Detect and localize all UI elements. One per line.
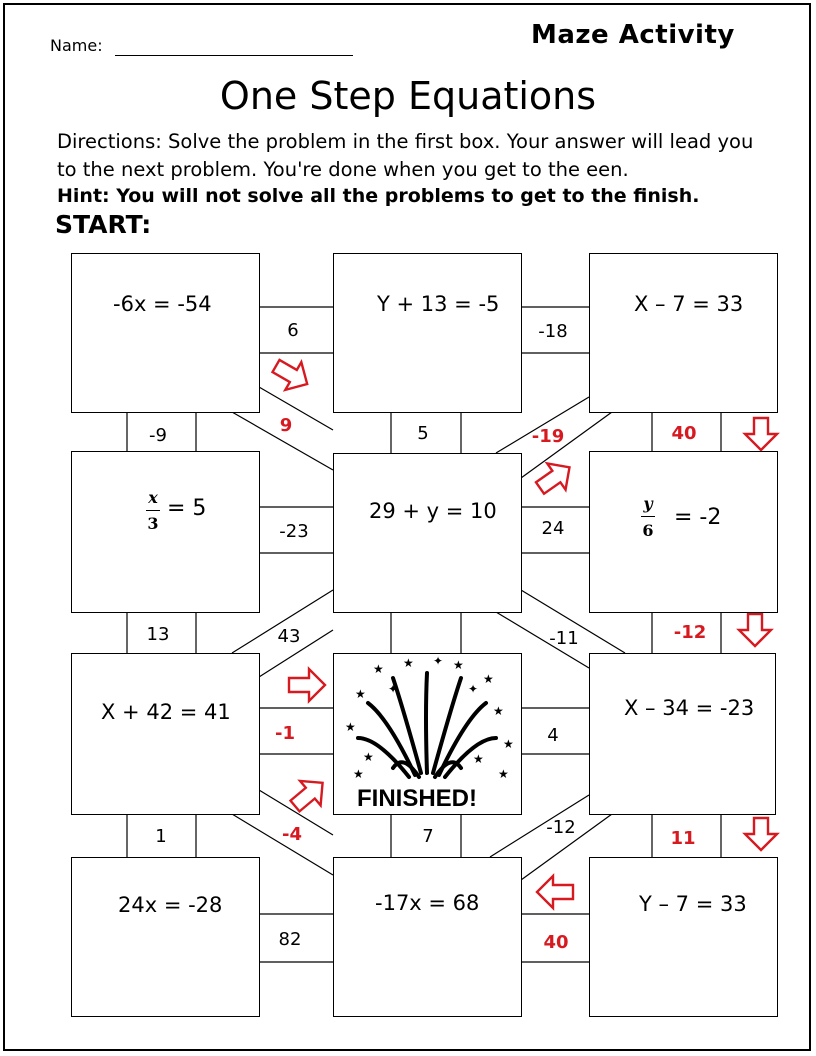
maze-box-r1c2 (333, 253, 522, 413)
svg-text:★: ★ (355, 687, 366, 701)
finished-label: FINISHED! (357, 785, 477, 812)
worksheet-title: One Step Equations (219, 74, 597, 118)
connector-label-answer: 40 (671, 423, 697, 444)
equation-r2c2: 29 + y = 10 (369, 499, 497, 523)
arrow-icon (537, 876, 573, 908)
maze-activity-label: Maze Activity (531, 20, 735, 50)
directions-text: Directions: Solve the problem in the first box. Your answer will lead you to the next problem. You're done when you get to the een. (57, 130, 754, 181)
arrow-icon (739, 614, 771, 646)
equation-r4c3: Y – 7 = 33 (639, 892, 747, 916)
fraction-bar (641, 516, 655, 517)
arrow-icon (745, 818, 777, 850)
connector-label: 43 (277, 626, 301, 647)
connector-label: 24 (541, 518, 565, 539)
svg-text:★: ★ (373, 662, 384, 676)
arrow-icon (745, 418, 777, 450)
connector-label: -11 (549, 628, 579, 649)
connector-label-answer: 40 (543, 932, 569, 953)
maze-box-r4c1 (71, 857, 260, 1017)
equation-r3c3: X – 34 = -23 (624, 696, 755, 720)
equation-r4c1: 24x = -28 (118, 893, 223, 917)
equation-r1c3: X – 7 = 33 (634, 292, 744, 316)
svg-text:★: ★ (493, 704, 504, 718)
arrow-icon (531, 454, 579, 501)
svg-text:✦: ✦ (433, 654, 444, 668)
connector-label-answer: -1 (275, 723, 295, 744)
maze-box-r4c3 (589, 857, 778, 1017)
connector-label: 13 (146, 624, 170, 645)
equation-r2c1-rest: = 5 (167, 496, 207, 521)
connector-label-answer: -19 (531, 426, 565, 447)
maze-box-r3c1 (71, 653, 260, 815)
connector-label-answer: -12 (673, 622, 707, 643)
connector-label: -9 (149, 425, 167, 446)
maze-box-r1c1 (71, 253, 260, 413)
arrow-icon (268, 352, 315, 398)
svg-text:★: ★ (363, 750, 374, 764)
svg-text:★: ★ (453, 658, 464, 672)
connector-label: -23 (279, 521, 309, 542)
equation-r3c1: X + 42 = 41 (101, 700, 231, 724)
connector-label: 7 (422, 826, 434, 847)
start-label: START: (55, 210, 152, 239)
maze-box-r1c3 (589, 253, 778, 413)
fraction-numerator: x (148, 488, 158, 507)
maze-box-r4c2 (333, 857, 522, 1017)
equation-r2c3-rest: = -2 (674, 505, 722, 530)
fraction-numerator: y (643, 494, 653, 513)
connector-label: -12 (546, 817, 576, 838)
svg-text:★: ★ (498, 767, 509, 781)
equation-r4c2: -17x = 68 (375, 891, 480, 915)
connector-label: 82 (278, 929, 302, 950)
arrow-icon (289, 669, 325, 701)
maze-box-r2c1 (71, 451, 260, 613)
connector-label: 4 (547, 725, 559, 746)
svg-text:✦: ✦ (468, 682, 479, 696)
svg-text:★: ★ (403, 656, 414, 670)
svg-text:★: ★ (345, 720, 356, 734)
fraction-denominator: 3 (147, 514, 159, 533)
connector-label: 1 (155, 826, 167, 847)
connector-label: -18 (538, 321, 568, 342)
connector-label-answer: -4 (282, 824, 302, 845)
svg-text:★: ★ (503, 737, 514, 751)
connector-label: 6 (287, 320, 299, 341)
svg-text:✦: ✦ (388, 682, 399, 696)
fraction-bar (146, 510, 160, 511)
name-label: Name: (50, 36, 103, 55)
svg-text:★: ★ (483, 672, 494, 686)
equation-r1c1: -6x = -54 (113, 292, 212, 316)
equation-r1c2: Y + 13 = -5 (377, 292, 500, 316)
svg-text:★: ★ (353, 767, 364, 781)
arrow-icon (285, 771, 333, 819)
maze-box-r2c2 (333, 453, 522, 613)
svg-text:★: ★ (473, 752, 484, 766)
connector-label-answer: 9 (279, 415, 293, 436)
connector-label-answer: 11 (670, 828, 696, 849)
maze-box-r2c3 (589, 451, 778, 613)
maze-box-r3c3 (589, 653, 776, 815)
fraction-denominator: 6 (642, 521, 654, 540)
connector-label: 5 (417, 423, 429, 444)
hint-text: Hint: You will not solve all the problems to get to the finish. (57, 185, 700, 207)
